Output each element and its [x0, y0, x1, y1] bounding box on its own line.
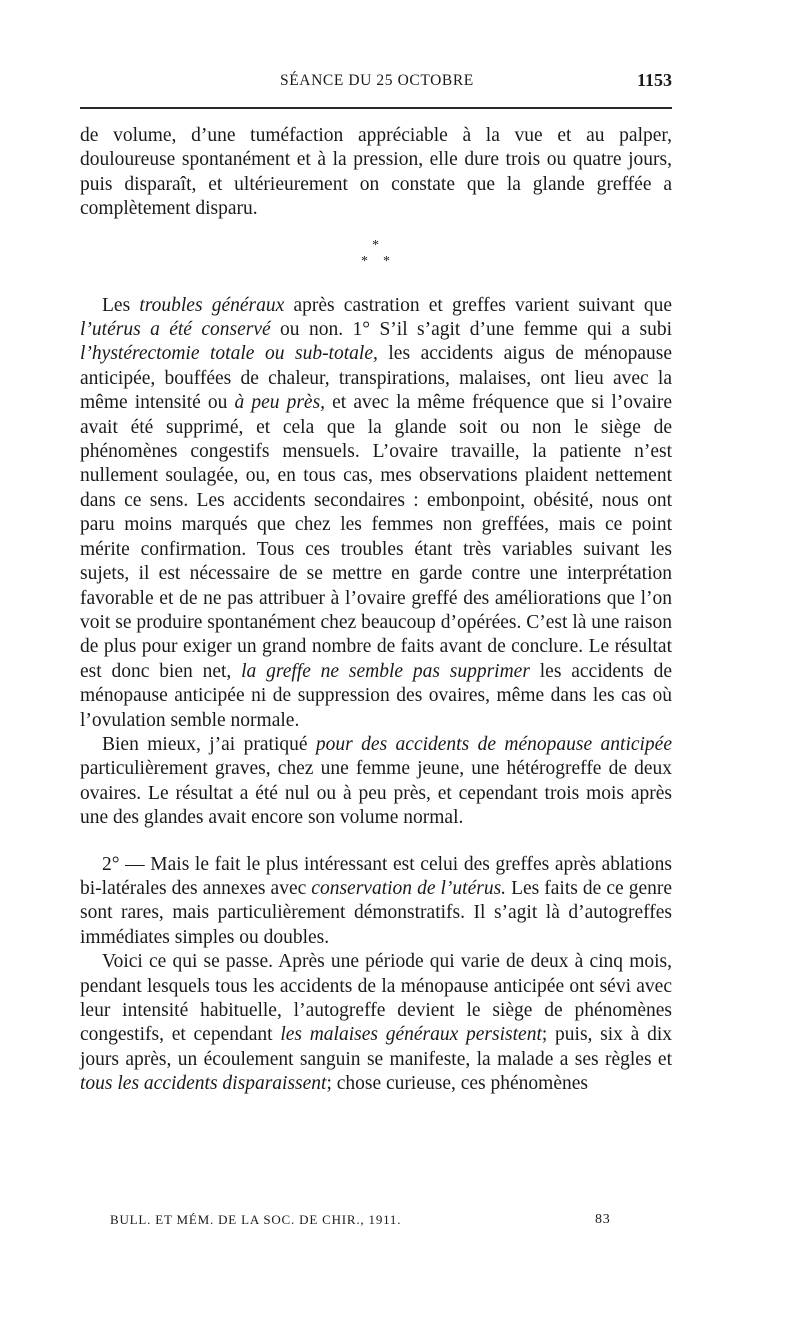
text-run: après castration et greffes varient suivant que: [284, 294, 672, 316]
body-text: [80, 124, 672, 1097]
paragraph-3: [80, 733, 672, 831]
italic-run: conservation de l’utérus.: [311, 877, 507, 899]
text-run: ; puis, six à dix jours après, un écoulement sanguin se manifeste, la malade a ses règles et: [80, 1024, 672, 1070]
footer-journal: BULL. ET MÉM. DE LA SOC. DE CHIR., 1911.: [110, 1212, 402, 1227]
page-number: 1153: [636, 70, 672, 90]
signature-mark: 83: [595, 1212, 611, 1227]
paragraph-5: [80, 950, 672, 1096]
text-run: Voici ce qui se passe. Après une période qui varie de deux à cinq mois, pendant lesquels tous les accidents de la ménopause anticipée ont sévi avec leur intensité habituelle, l’autogreffe devient le siège de phénomènes congestifs, et cependant: [80, 951, 672, 1046]
italic-run: à peu près,: [234, 392, 326, 414]
italic-run: la greffe ne semble pas supprimer: [241, 660, 530, 682]
text-run: ; chose curieuse, ces phénomènes: [326, 1073, 588, 1095]
text-run: particulièrement graves, chez une femme jeune, une hétérogreffe de deux ovaires. Le résultat a été nul ou à peu près, et cependant trois mois après une des glandes avait encore son volume normal.: [80, 758, 672, 829]
italic-run: l’hystérectomie totale ou sub-totale,: [80, 343, 378, 365]
paragraph-1: de volume, d’une tuméfaction appréciable à la vue et au palper, douloureuse spontanément et à la pression, elle dure trois ou quatre jours, puis disparaît, et ultérieurement on constate que la glande greffée a complètement disparu.: [80, 125, 672, 220]
text-run: Bien mieux, j’ai pratiqué: [102, 733, 316, 755]
italic-run: troubles généraux: [139, 294, 285, 316]
asterism: [80, 226, 672, 286]
page-footer: [110, 1212, 630, 1234]
text-run: Les faits de ce genre sont rares, mais particulièrement démonstratifs. Il s’agit là d’autogreffes immédiates simples ou doubles.: [80, 877, 672, 948]
italic-run: pour des accidents de ménopause anticipée: [315, 733, 672, 755]
asterism-star: *: [372, 237, 379, 253]
text-run: les accidents aigus de ménopause anticipée, bouffées de chaleur, transpirations, malaises, ont lieu avec la même intensité ou: [80, 343, 672, 414]
italic-run: les malaises généraux persistent: [280, 1024, 542, 1046]
running-title: SÉANCE DU 25 OCTOBRE: [280, 72, 474, 89]
italic-run: tous les accidents disparaissent: [80, 1073, 327, 1095]
paragraph-4: [80, 853, 672, 951]
italic-run: l’utérus a été conservé: [80, 319, 271, 341]
text-run: les accidents de ménopause anticipée ni de suppression des ovaires, même dans les cas où l’ovulation semble normale.: [80, 660, 672, 731]
asterism-star: *: [361, 253, 368, 269]
asterism-star: *: [383, 253, 390, 269]
text-run: ou non. 1° S’il s’agit d’une femme qui a subi: [270, 319, 672, 341]
header-rule: [80, 107, 672, 109]
text-run: Les: [102, 294, 140, 316]
text-run: 2° — Mais le fait le plus intéressant est celui des greffes après ablations bi-latérales des annexes avec: [80, 853, 672, 899]
running-head: [80, 70, 672, 96]
text-run: et avec la même fréquence que si l’ovaire avait été supprimé, et cela que la glande soit ou non le siège de phénomènes congestifs mensuels. L’ovaire travaille, la patiente n’est nullement soulagée, ou, en tous cas, mes observations plaident nettement dans ce sens. Les accidents secondaires : embonpoint, obésité, nous ont paru moins marqués que chez les femmes non greffées, mais ce point mérite confirmation. Tous ces troubles étant très variables suivant les sujets, il est nécessaire de se mettre en garde contre une interprétation favorable et de ne pas attribuer à l’ovaire greffé des améliorations que l’on voit se produire spontanément chez beaucoup d’opérées. C’est là une raison de plus pour exiger un grand nombre de faits avant de conclure. Le résultat est donc bien net,: [80, 392, 672, 682]
paragraph-2: [80, 294, 672, 733]
